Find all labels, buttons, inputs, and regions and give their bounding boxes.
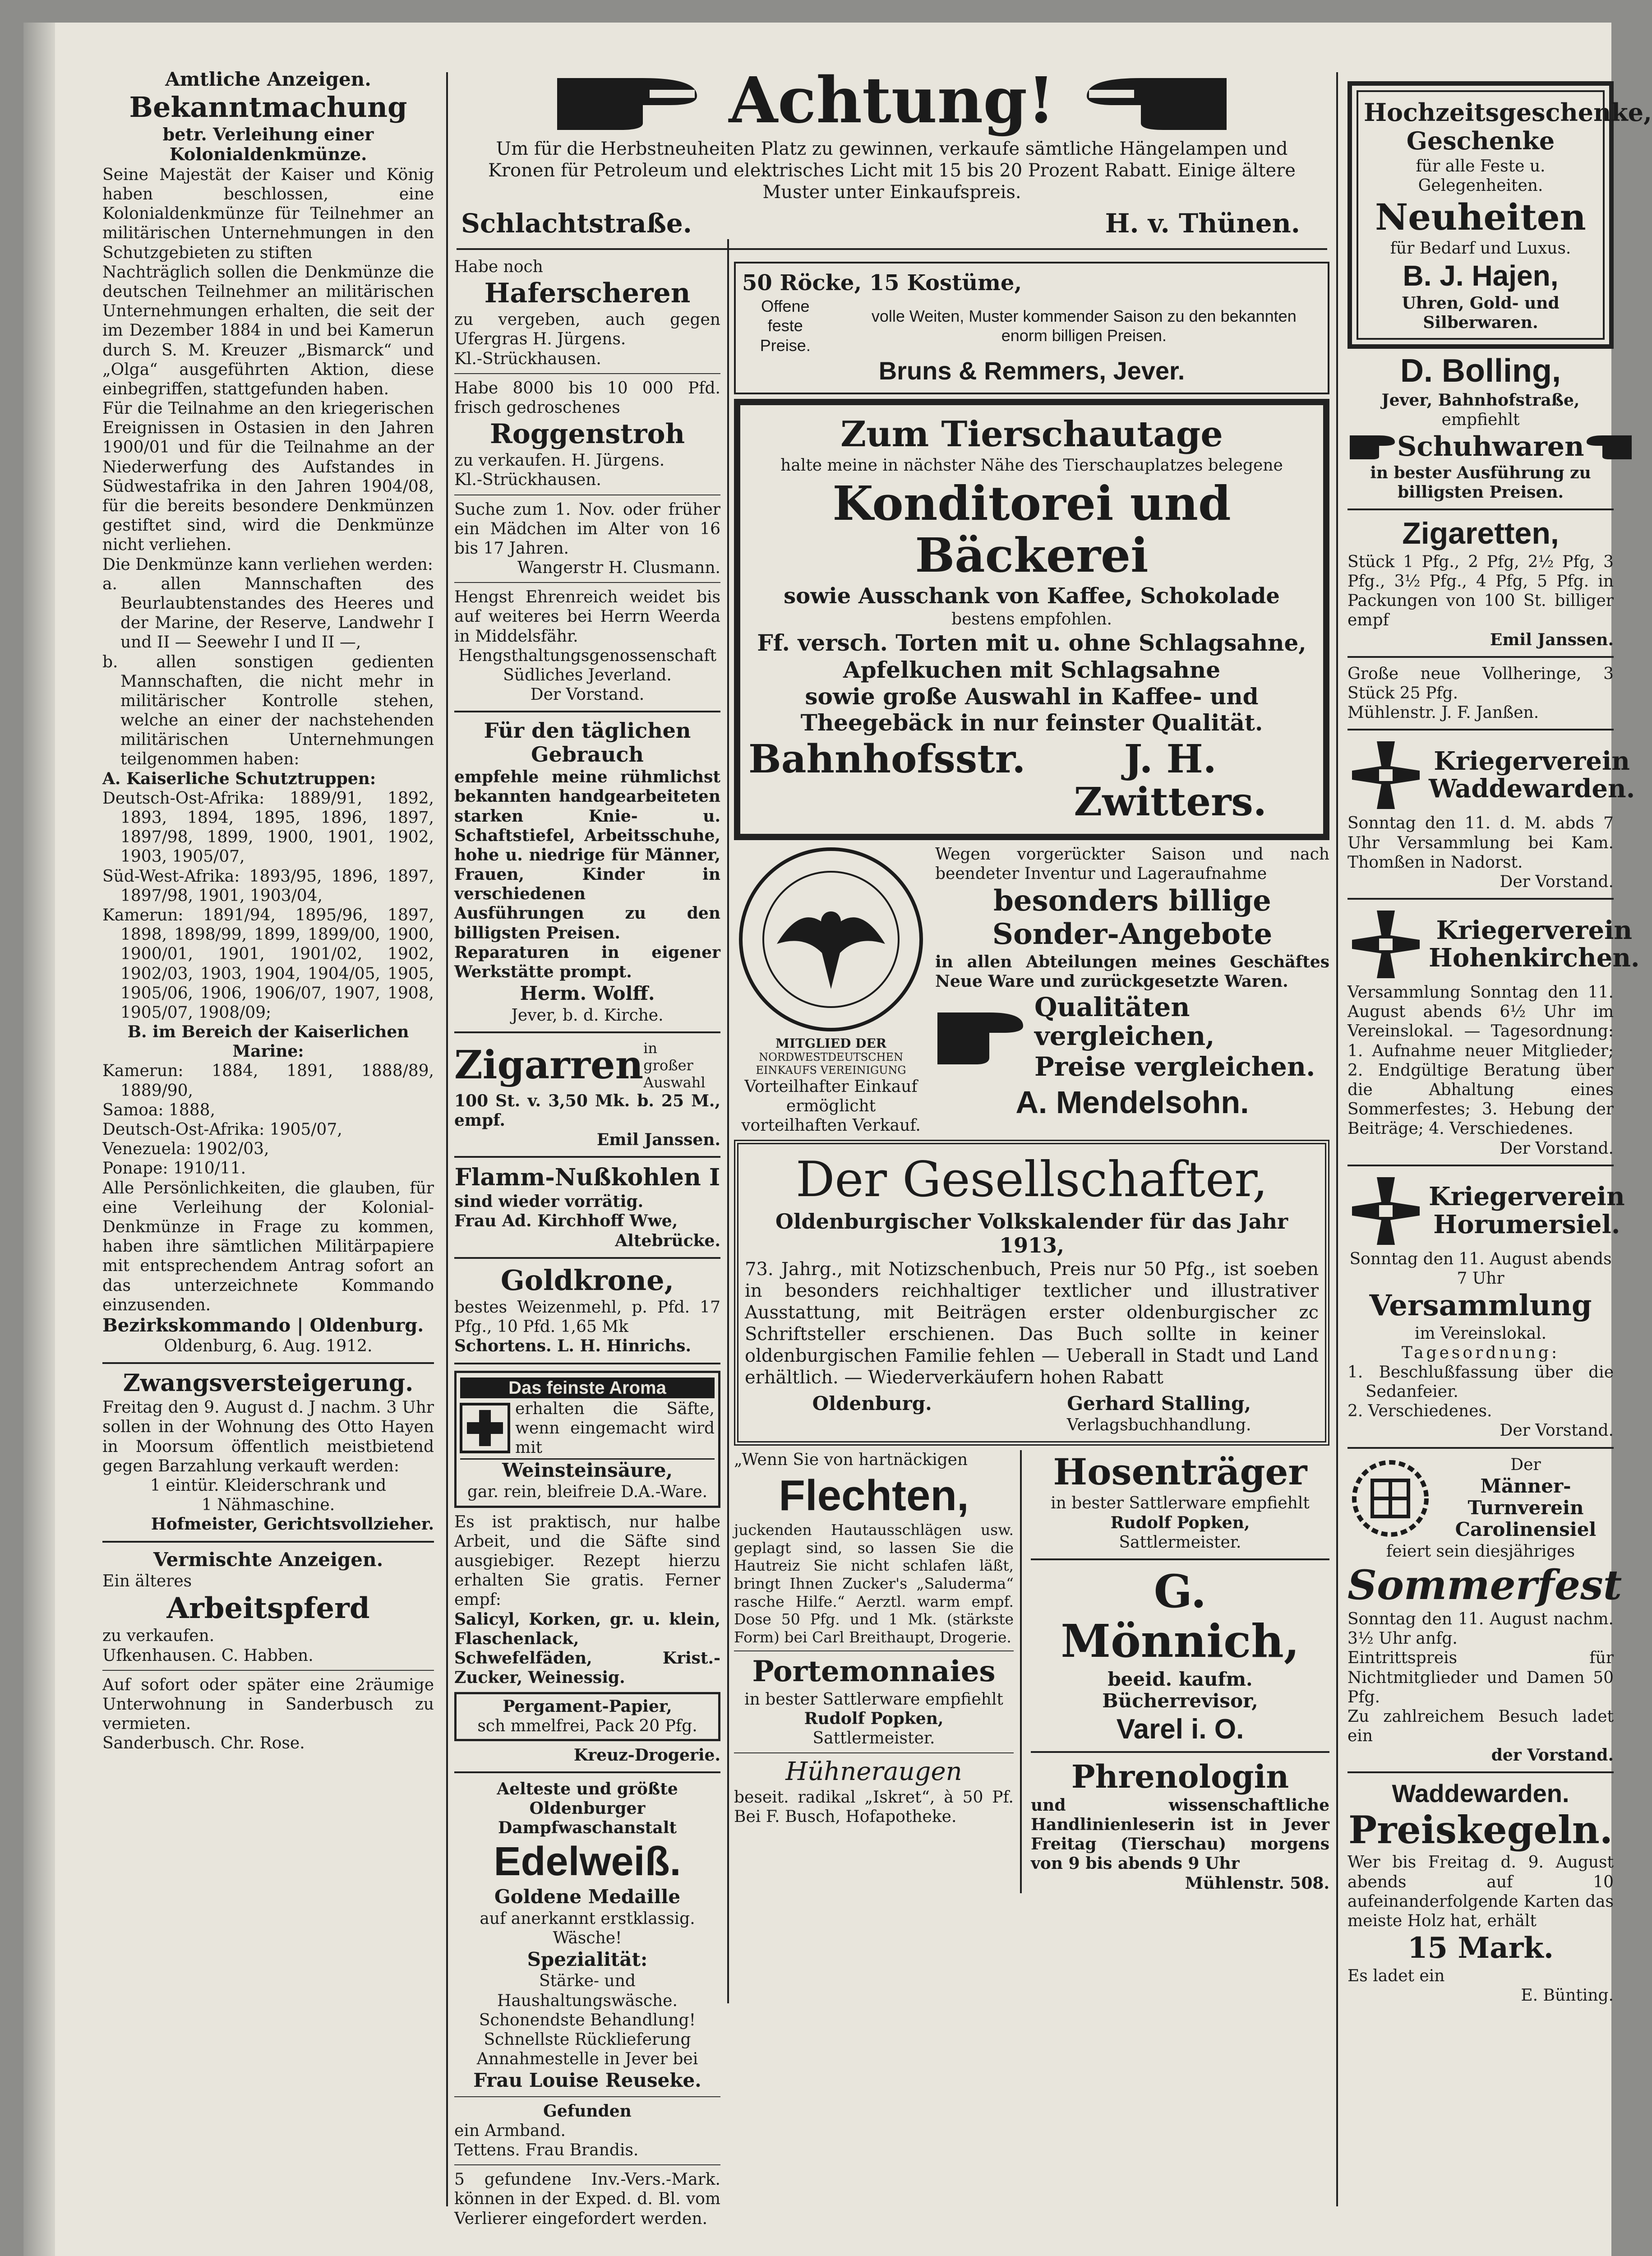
wein-list: Salicyl, Korken, gr. u. klein, Flaschenlack, Schwefelfäden, Krist.-Zucker, Weinessig. — [454, 1609, 720, 1687]
mendelsohn-title1: besonders billige — [993, 884, 1271, 918]
edelweiss-p1: Schonendste Behandlung! — [479, 2011, 696, 2029]
pointing-hand-icon — [1082, 69, 1231, 132]
moennich-title: G. Mönnich, — [1061, 1565, 1300, 1668]
divider — [102, 1541, 434, 1543]
pergament-text: sch mmelfrei, Pack 20 Pfg. — [477, 1717, 697, 1736]
tv-der: Der — [1510, 1455, 1541, 1474]
tierschau-line4: Apfelkuchen mit Schlagsahne — [843, 656, 1221, 683]
roggen-title: Roggenstroh — [489, 418, 685, 450]
divider — [454, 2164, 720, 2165]
edelweiss-spec: Spezialität: — [527, 1948, 648, 1971]
khm-lok: im Vereinslokal. — [1414, 1324, 1547, 1343]
bekanntmachung-subtitle: betr. Verleihung einer Kolonialdenkmünze. — [162, 124, 374, 165]
gesellschafter-name: Gerhard Stalling, — [1067, 1392, 1251, 1415]
pointing-hand-icon — [1347, 433, 1397, 460]
flechten-text: juckenden Hautausschlägen usw. geplagt sind, so lassen Sie die Hautreiz Sie nicht schlafen läßt, bringt Ihnen Zucker's „Saluderma“ rasche Hilfe.“ Aerztl. warm empf. Dose 50 Pfg. und 1 Mk. (stärkste Form) bei Carl Breithaupt, Drogerie. — [734, 1521, 1014, 1646]
hafer-title: Haferscheren — [484, 277, 691, 310]
gefunden-signature: Tettens. Frau Brandis. — [454, 2140, 639, 2159]
hengst-signature: Der Vorstand. — [530, 685, 645, 704]
hosentraeger-title: Hosenträger — [1053, 1451, 1307, 1493]
vollhering-signature: Mühlenstr. J. F. Janßen. — [1347, 703, 1539, 722]
column-4 — [1347, 77, 1652, 2220]
divider — [454, 373, 720, 374]
mendelsohn-q2: Preise vergleichen. — [1034, 1051, 1315, 1082]
tierschau-line1: sowie Ausschank von Kaffee, Schokolade — [784, 583, 1280, 609]
gebrauch-repair: Reparaturen in eigener Werkstätte prompt. — [454, 943, 720, 982]
gesellschafter-ad — [734, 1140, 1329, 1446]
bolling-emp: empfiehlt — [1441, 411, 1520, 430]
years-doa: Deutsch-Ost-Afrika: 1889/91, 1892, 1893, 1894, 1895, 1896, 1897, 1897/98, 1899, 1900, 1901, 1902, 1903, 1905/07, — [102, 789, 434, 866]
hochzeit-ad — [1347, 81, 1652, 349]
list-item-b: b. allen sonstigen gedienten Mannschaften, die nicht mehr in militärischer Kontrolle stehen, welche an einer der nachstehenden militärischen Unternehmungen teilgenommen haben: — [102, 652, 434, 769]
achtung-title: Achtung! — [729, 64, 1055, 138]
tierschau-big: Konditorei und Bäckerei — [832, 476, 1231, 583]
roecke-right: volle Weiten, Muster kommender Saison zu den bekannten enorm billigen Preisen. — [871, 306, 1297, 345]
mendelsohn-intro: Wegen vorgerückter Saison und nach beendeter Inventur und Lageraufnahme — [935, 845, 1329, 883]
tv-price: Eintrittspreis für Nichtmitglieder und Damen 50 Pfg. — [1347, 1649, 1614, 1706]
divider — [454, 1031, 720, 1033]
hengst-org: Hengsthaltungsgenossenschaft Südliches Jeverland. — [458, 646, 717, 684]
wein-title: Weinsteinsäure, — [460, 1458, 715, 1481]
zwang-title: Zwangsversteigerung. — [123, 1369, 414, 1397]
hafer-text: zu vergeben, auch gegen Ufergras H. Jürgens. — [454, 310, 720, 349]
divider — [734, 1650, 1014, 1651]
years-swa: Süd-West-Afrika: 1893/95, 1896, 1897, 1897/98, 1901, 1903/04, — [102, 867, 434, 905]
bekanntmachung-p5: Alle Persönlichkeiten, die glauben, für eine Verleihung der Kolonial-Denkmünze in Frage zu kommen, haben ihre sämtlichen Militärpapiere mit entsprechendem Antrag sofort an das unterzeichnete Kommando einzusenden. — [102, 1179, 434, 1314]
unterwohnung-text: Auf sofort oder später eine 2räumige Unterwohnung in Sanderbusch zu vermieten. — [102, 1675, 434, 1734]
gebrauch-title: Für den täglichen Gebrauch — [484, 718, 691, 767]
tv-name: Männer-Turnverein Carolinensiel — [1455, 1475, 1597, 1541]
tierschau-title: Zum Tierschautage — [840, 414, 1223, 455]
maedchen-text: Suche zum 1. Nov. oder früher ein Mädchen im Alter von 16 bis 17 Jahren. — [454, 500, 720, 558]
hafer-pre: Habe noch — [454, 258, 543, 276]
edelweiss-text: auf anerkannt erstklassig. Wäsche! — [480, 1909, 695, 1947]
tierschau-name: J. H. Zwitters. — [1074, 736, 1267, 825]
arbeitspferd-pre: Ein älteres — [102, 1572, 192, 1590]
bekanntmachung-p1: Seine Majestät der Kaiser und König haben beschlossen, eine Kolonialdenkmünze für Teilnehmer an militärischen Unternehmungen in den Schutzgebieten zu stiften — [102, 165, 434, 262]
preiskegeln-prize: 15 Mark. — [1407, 1931, 1554, 1965]
vollhering-text: Große neue Vollheringe, 3 Stück 25 Pfg. — [1347, 664, 1614, 703]
roecke-left: Offene feste Preise. — [760, 297, 811, 355]
kw-signature: Der Vorstand. — [1500, 872, 1614, 891]
preiskegeln-invite: Es ladet ein — [1347, 1966, 1445, 1985]
hosentraeger-job: Sattlermeister. — [1119, 1533, 1241, 1552]
iron-cross-icon — [1347, 1173, 1424, 1249]
aroma-text: erhalten die Säfte, wenn eingemacht wird mit — [515, 1399, 715, 1457]
aroma-ad — [454, 1371, 720, 1508]
bolling-item: Schuhwaren — [1397, 430, 1584, 462]
portemonnaies-title: Portemonnaies — [752, 1655, 996, 1689]
portemonnaies-text: in bester Sattlerware empfiehlt — [744, 1690, 1003, 1709]
divider — [454, 582, 720, 583]
column-rule-2 — [1336, 72, 1338, 2206]
column-1 — [102, 68, 434, 2220]
preiskegeln-signature: E. Bünting. — [1521, 1986, 1614, 2005]
edelweiss-spec-text: Stärke- und Haushaltungswäsche. — [497, 1972, 678, 2010]
zwang-item-2: 1 Nähmaschine. — [201, 1496, 335, 1515]
kh-title: Kriegerverein Hohenkirchen. — [1429, 915, 1640, 973]
mendelsohn-q1: Qualitäten vergleichen, — [1034, 992, 1215, 1051]
huehneraugen-text: beseit. radikal „Iskret“, à 50 Pf. Bei F. Busch, Hofapotheke. — [734, 1788, 1014, 1826]
flamm-text: sind wieder vorrätig. — [454, 1192, 644, 1211]
wein-para: Es ist praktisch, nur halbe Arbeit, und die Säfte sind ausgiebiger. Rezept hierzu erhalten Sie gratis. Ferner empf: — [454, 1512, 720, 1609]
zigarren-text: 100 St. v. 3,50 Mk. b. 25 M., empf. — [454, 1091, 720, 1130]
achtung-name: H. v. Thünen. — [1105, 208, 1300, 239]
gebrauch-loc: Jever, b. d. Kirche. — [511, 1006, 664, 1025]
maedchen-signature: Wangerstr H. Clusmann. — [517, 559, 720, 578]
bekanntmachung-date: Oldenburg, 6. Aug. 1912. — [164, 1336, 373, 1355]
newspaper-page — [23, 23, 1652, 2256]
goldkrone-title: Goldkrone, — [500, 1263, 674, 1297]
divider — [454, 1363, 720, 1364]
gebrauch-text: empfehle meine rühmlichst bekannten handgearbeiteten starken Knie- u. Schaftstiefel, Arbeitsschuhe, hohe u. niedrige für Männer, Frauen, Kinder in verschiedenen Ausführungen zu den billigsten Preisen. — [454, 767, 720, 943]
aroma-title: Das feinste Aroma — [460, 1378, 715, 1398]
column-rule-1 — [446, 72, 448, 2206]
phrenologin-text: und wissenschaftliche Handlinienleserin ist in Jever Freitag (Tierschau) morgens von 9 bis abends 9 Uhr — [1031, 1795, 1329, 1873]
zigaretten-text: Stück 1 Pfg., 2 Pfg, 2½ Pfg, 3 Pfg., 3½ Pfg., 4 Pfg, 5 Pfg. in Packungen von 100 St. billiger empf — [1347, 552, 1614, 630]
tv-text: feiert sein diesjähriges — [1386, 1542, 1575, 1561]
years-ponape: Ponape: 1910/11. — [102, 1159, 246, 1178]
kreuz-drogerie: Kreuz-Drogerie. — [573, 1745, 720, 1765]
edelweiss-p2: Schnellste Rücklieferung — [484, 2030, 691, 2049]
mendelsohn-text: in allen Abteilungen meines Geschäftes Neue Ware und zurückgesetzte Waren. — [935, 952, 1329, 991]
divider — [454, 1771, 720, 1773]
inv-text: 5 gefundene Inv.-Vers.-Mark. können in der Exped. d. Bl. vom Verlierer eingefordert werden. — [454, 2170, 720, 2228]
bekanntmachung-signature: Bezirkskommando | Oldenburg. — [102, 1314, 424, 1336]
tv-date: Sonntag den 11. August nachm. 3½ Uhr anfg. — [1347, 1609, 1614, 1648]
seal-mid-text: NORDWESTDEUTSCHEN EINKAUFS VEREINIGUNG — [756, 1051, 906, 1077]
preiskegeln-title: Preiskegeln. — [1348, 1808, 1613, 1853]
mendelsohn-left: Vorteilhafter Einkauf ermöglicht vorteilhaften Verkauf. — [741, 1077, 921, 1135]
roggen-pre: Habe 8000 bis 10 000 Pfd. frisch gedroschenes — [454, 379, 720, 417]
iron-cross-icon — [1347, 906, 1424, 983]
column-2 — [454, 257, 720, 2228]
arbeitspferd-title: Arbeitspferd — [166, 1591, 370, 1626]
pergament-title: Pergament-Papier, — [503, 1697, 672, 1716]
hosentraeger-text: in bester Sattlerware empfiehlt — [1051, 1494, 1310, 1513]
roecke-title: 50 Röcke, 15 Kostüme, — [742, 270, 1022, 296]
mendelsohn-ad — [734, 845, 1329, 1136]
zwang-item-1: 1 eintür. Kleiderschrank und — [150, 1476, 387, 1495]
years-samoa: Samoa: 1888, — [102, 1100, 216, 1119]
years-venezuela: Venezuela: 1902/03, — [102, 1140, 269, 1159]
tv-signature: der Vorstand. — [1491, 1746, 1614, 1765]
wein-text: gar. rein, bleifreie D.A.-Ware. — [467, 1483, 708, 1502]
bekanntmachung-p2: Nachträglich sollen die Denkmünze die deutschen Teilnehmer an militärischen Unternehmungen erhalten, die seit der im Dezember 1884 in und bei Kamerun durch S. M. Kreuzer „Bismarck“ und „Olga“ ausgeführten Aktion, diese einbegriffen, stattgefunden haben. — [102, 263, 434, 398]
arbeitspferd-text: zu verkaufen. — [102, 1627, 215, 1646]
khm-tag: Tagesordnung: — [1401, 1343, 1560, 1362]
khm-text: Sonntag den 11. August abends 7 Uhr — [1349, 1249, 1612, 1288]
edelweiss-medal: Goldene Medaille — [494, 1886, 681, 1908]
hochzeit-name: B. J. Hajen, — [1403, 259, 1559, 292]
section-amtliche: Amtliche Anzeigen. — [165, 68, 371, 90]
gesellschafter-sub: Oldenburgischer Volkskalender für das Jahr 1913, — [775, 1209, 1288, 1258]
kw-text: Sonntag den 11. d. M. abds 7 Uhr Versammlung bei Kam. Thomßen in Nadorst. — [1347, 814, 1614, 872]
bolling-addr: Jever, Bahnhofstraße, — [1381, 391, 1580, 410]
divider — [1347, 656, 1614, 658]
eagle-seal-icon — [736, 845, 926, 1034]
hochzeit-line1: Hochzeitsgeschenke, — [1364, 98, 1652, 127]
arbeitspferd-signature: Ufkenhausen. C. Habben. — [102, 1646, 314, 1665]
section-b: B. im Bereich der Kaiserlichen Marine: — [127, 1022, 409, 1061]
gesellschafter-title: Der Gesellschafter, — [795, 1151, 1268, 1208]
bolling-title: D. Bolling, — [1400, 353, 1561, 389]
zigarren-name: Emil Janssen. — [596, 1130, 720, 1150]
bolling-text: in bester Ausführung zu billigsten Preisen. — [1370, 463, 1591, 502]
moennich-loc: Varel i. O. — [1116, 1713, 1244, 1745]
seal-top-text: MITGLIED DER — [775, 1036, 886, 1051]
divider — [454, 1257, 720, 1259]
tv-title: Sommerfest — [1347, 1561, 1622, 1609]
bekanntmachung-p3: Für die Teilnahme an den kriegerischen Ereignissen in Ostasien in den Jahren 1900/01 und für die Teilnahme an der Niederwerfung des Aufstandes in Südwestafrika in den Jahren 1904/08, für die bereits besondere Denkmünzen gestiftet sind, wird die Denkmünze nicht verliehen. — [102, 399, 434, 555]
preiskegeln-loc: Waddewarden. — [1392, 1779, 1569, 1808]
years-doa-b: Deutsch-Ost-Afrika: 1905/07, — [102, 1120, 342, 1139]
kh-signature: Der Vorstand. — [1500, 1139, 1614, 1158]
column-rule-mid — [727, 239, 729, 2003]
divider — [1347, 898, 1614, 900]
flamm-loc: Altebrücke. — [615, 1231, 720, 1250]
red-cross-icon — [460, 1403, 510, 1453]
hafer-loc: Kl.-Strückhausen. — [454, 349, 601, 368]
achtung-ad — [457, 63, 1327, 240]
kh-text: Versammlung Sonntag den 11. August abends 6½ Uhr im Vereinslokal. — Tagesordnung: 1. Aufnahme neuer Mitglieder; 2. Endgültige Beratung über die Abhaltung eines Sommerfestes; 3. Hebung der Beiträge; 4. Verschiedenes. — [1347, 983, 1614, 1138]
tv-invite: Zu zahlreichem Besuch ladet ein — [1347, 1707, 1614, 1746]
bekanntmachung-title: Bekanntmachung — [129, 91, 407, 124]
edelweiss-pre: Aelteste und größte Oldenburger Dampfwaschanstalt — [497, 1779, 678, 1838]
hochzeit-line4: Neuheiten — [1375, 196, 1586, 239]
preiskegeln-text: Wer bis Freitag d. 9. August abends auf 10 aufeinanderfolgende Karten das meiste Holz hat, erhält — [1347, 1853, 1614, 1930]
zigarren-side: in großer Auswahl — [643, 1039, 706, 1091]
hochzeit-line3: für alle Feste u. Gelegenheiten. — [1416, 157, 1546, 195]
flechten-title: Flechten, — [779, 1471, 969, 1520]
hochzeit-line2: Geschenke — [1406, 126, 1555, 156]
flamm-name: Frau Ad. Kirchhoff Wwe, — [454, 1211, 678, 1231]
phrenologin-addr: Mühlenstr. 508. — [1185, 1873, 1329, 1893]
divider — [1347, 1165, 1614, 1166]
divider — [734, 1752, 1014, 1753]
pointing-hand-icon — [553, 69, 701, 132]
section-a: A. Kaiserliche Schutztruppen: — [102, 769, 376, 788]
hochzeit-line5: für Bedarf und Luxus. — [1390, 239, 1571, 258]
tierschau-line2: bestens empfohlen. — [951, 610, 1112, 629]
flechten-pre: „Wenn Sie von hartnäckigen — [734, 1451, 968, 1470]
goldkrone-signature: Schortens. L. H. Hinrichs. — [454, 1336, 691, 1356]
edelweiss-name: Frau Louise Reuseke. — [473, 2069, 701, 2092]
achtung-text: Um für die Herbstneuheiten Platz zu gewinnen, verkaufe sämtliche Hängelampen und Kronen für Petroleum und elektrisches Licht mit 15 bis 20 Prozent Rabatt. Einige ältere Muster unter Einkaufspreis. — [488, 139, 1296, 203]
pergament-ad — [454, 1692, 720, 1741]
roggen-text: zu verkaufen. H. Jürgens. — [454, 451, 665, 470]
tierschau-street: Bahnhofsstr. — [748, 736, 1026, 782]
hochzeit-line6: Uhren, Gold- und Silberwaren. — [1402, 293, 1560, 332]
section-vermischte: Vermischte Anzeigen. — [153, 1548, 383, 1571]
divider — [454, 2096, 720, 2097]
gesellschafter-pub: Verlagsbuchhandlung. — [1066, 1416, 1251, 1435]
divider — [1347, 729, 1614, 730]
divider — [1031, 1558, 1329, 1560]
portemonnaies-name: Rudolf Popken, — [804, 1709, 944, 1728]
gesellschafter-loc: Oldenburg. — [812, 1392, 932, 1415]
divider — [102, 1670, 434, 1671]
tierschau-ad — [734, 399, 1329, 840]
column-3 — [734, 257, 1329, 2220]
divider — [1031, 1751, 1329, 1753]
years-kamerun-b: Kamerun: 1884, 1891, 1888/89, 1889/90, — [102, 1062, 434, 1100]
iron-cross-icon — [1347, 737, 1424, 814]
tierschau-line5: sowie große Auswahl in Kaffee- und Theegebäck in nur feinster Qualität. — [800, 683, 1263, 736]
hosentraeger-name: Rudolf Popken, — [1110, 1513, 1250, 1532]
years-kamerun: Kamerun: 1891/94, 1895/96, 1897, 1898, 1898/99, 1899, 1899/00, 1900, 1900/01, 1901, 1901/02, 1902, 1902/03, 1903, 1904, 1904/05, 1905, 1905/06, 1906, 1906/07, 1907, 1908, 1905/07, 1908/09; — [102, 906, 434, 1022]
gebrauch-name: Herm. Wolff. — [520, 982, 655, 1005]
khm-title: Kriegerverein Horumersiel. — [1429, 1182, 1625, 1239]
tierschau-sub: halte meine in nächster Nähe des Tierschauplatzes belegene — [780, 456, 1283, 475]
khm-vers: Versammlung — [1369, 1289, 1592, 1323]
divider — [1347, 1771, 1614, 1773]
divider — [102, 1362, 434, 1364]
khm-t1: 1. Beschlußfassung über die Sedanfeier. — [1347, 1363, 1614, 1401]
huehneraugen-title: Hühneraugen — [785, 1757, 962, 1787]
gefunden-text: ein Armband. — [454, 2121, 566, 2140]
divider — [454, 1156, 720, 1158]
edelweiss-p3: Annahmestelle in Jever bei — [476, 2050, 698, 2069]
zwang-text: Freitag den 9. August d. J nachm. 3 Uhr sollen in der Wohnung des Otto Hayen in Moorsum öffentlich meistbietend gegen Barzahlung verkauft werden: — [102, 1398, 434, 1475]
moennich-job: beeid. kaufm. Bücherrevisor, — [1102, 1668, 1258, 1712]
goldkrone-text: bestes Weizenmehl, p. Pfd. 17 Pfg., 10 Pfd. 1,65 Mk — [454, 1298, 720, 1336]
list-item-a: a. allen Mannschaften des Beurlaubtenstandes des Heeres und der Marine, der Reserve, Landwehr I und II — Seewehr I und II —, — [102, 574, 434, 652]
turnverein-emblem-icon — [1347, 1456, 1433, 1541]
kw-title: Kriegerverein Waddewarden. — [1429, 746, 1635, 804]
pointing-hand-icon — [935, 1008, 1025, 1067]
achtung-street: Schlachtstraße. — [461, 208, 692, 239]
pointing-hand-icon — [1584, 433, 1634, 460]
gefunden-title: Gefunden — [543, 2101, 632, 2121]
unterwohnung-signature: Sanderbusch. Chr. Rose. — [102, 1734, 305, 1753]
book-spine — [23, 23, 55, 2256]
roecke-ad — [734, 262, 1329, 394]
phrenologin-title: Phrenologin — [1071, 1757, 1289, 1795]
tierschau-line3: Ff. versch. Torten mit u. ohne Schlagsahne, — [757, 629, 1306, 656]
edelweiss-title: Edelweiß. — [494, 1839, 681, 1885]
zigarren-title: Zigarren — [454, 1042, 644, 1088]
flamm-title: Flamm-Nußkohlen I — [454, 1164, 720, 1192]
mendelsohn-name: A. Mendelsohn. — [1015, 1084, 1249, 1120]
gesellschafter-text: 73. Jahrg., mit Notizschenbuch, Preis nur 50 Pfg., ist soeben in besonders reichhaltiger textlicher und illustrativer Ausstattung, mit Beiträgen erster oldenburgischer zc Schriftsteller erschienen. Das Buch sollte in keiner oldenburgischen Familie fehlen — Ueberall in Stadt und Land erhältlich. — Wiederverkäufern hohen Rabatt — [745, 1259, 1319, 1388]
mendelsohn-title2: Sonder-Angebote — [992, 917, 1273, 952]
achtung-rule — [457, 248, 1327, 250]
zigaretten-name: Emil Janssen. — [1490, 630, 1614, 649]
divider — [1347, 509, 1614, 510]
divider — [1347, 1447, 1614, 1449]
roggen-loc: Kl.-Strückhausen. — [454, 471, 601, 490]
khm-t2: 2. Verschiedenes. — [1347, 1402, 1492, 1421]
divider — [454, 711, 720, 712]
zigaretten-title: Zigaretten, — [1402, 516, 1559, 551]
portemonnaies-job: Sattlermeister. — [812, 1729, 935, 1748]
khm-signature: Der Vorstand. — [1500, 1421, 1614, 1440]
hengst-text: Hengst Ehrenreich weidet bis auf weiteres bei Herrn Weerda in Middelsfähr. — [454, 588, 720, 646]
bekanntmachung-p4: Die Denkmünze kann verliehen werden: — [102, 555, 433, 574]
roecke-name: Bruns & Remmers, Jever. — [878, 356, 1185, 385]
zwang-signature: Hofmeister, Gerichtsvollzieher. — [151, 1515, 434, 1534]
